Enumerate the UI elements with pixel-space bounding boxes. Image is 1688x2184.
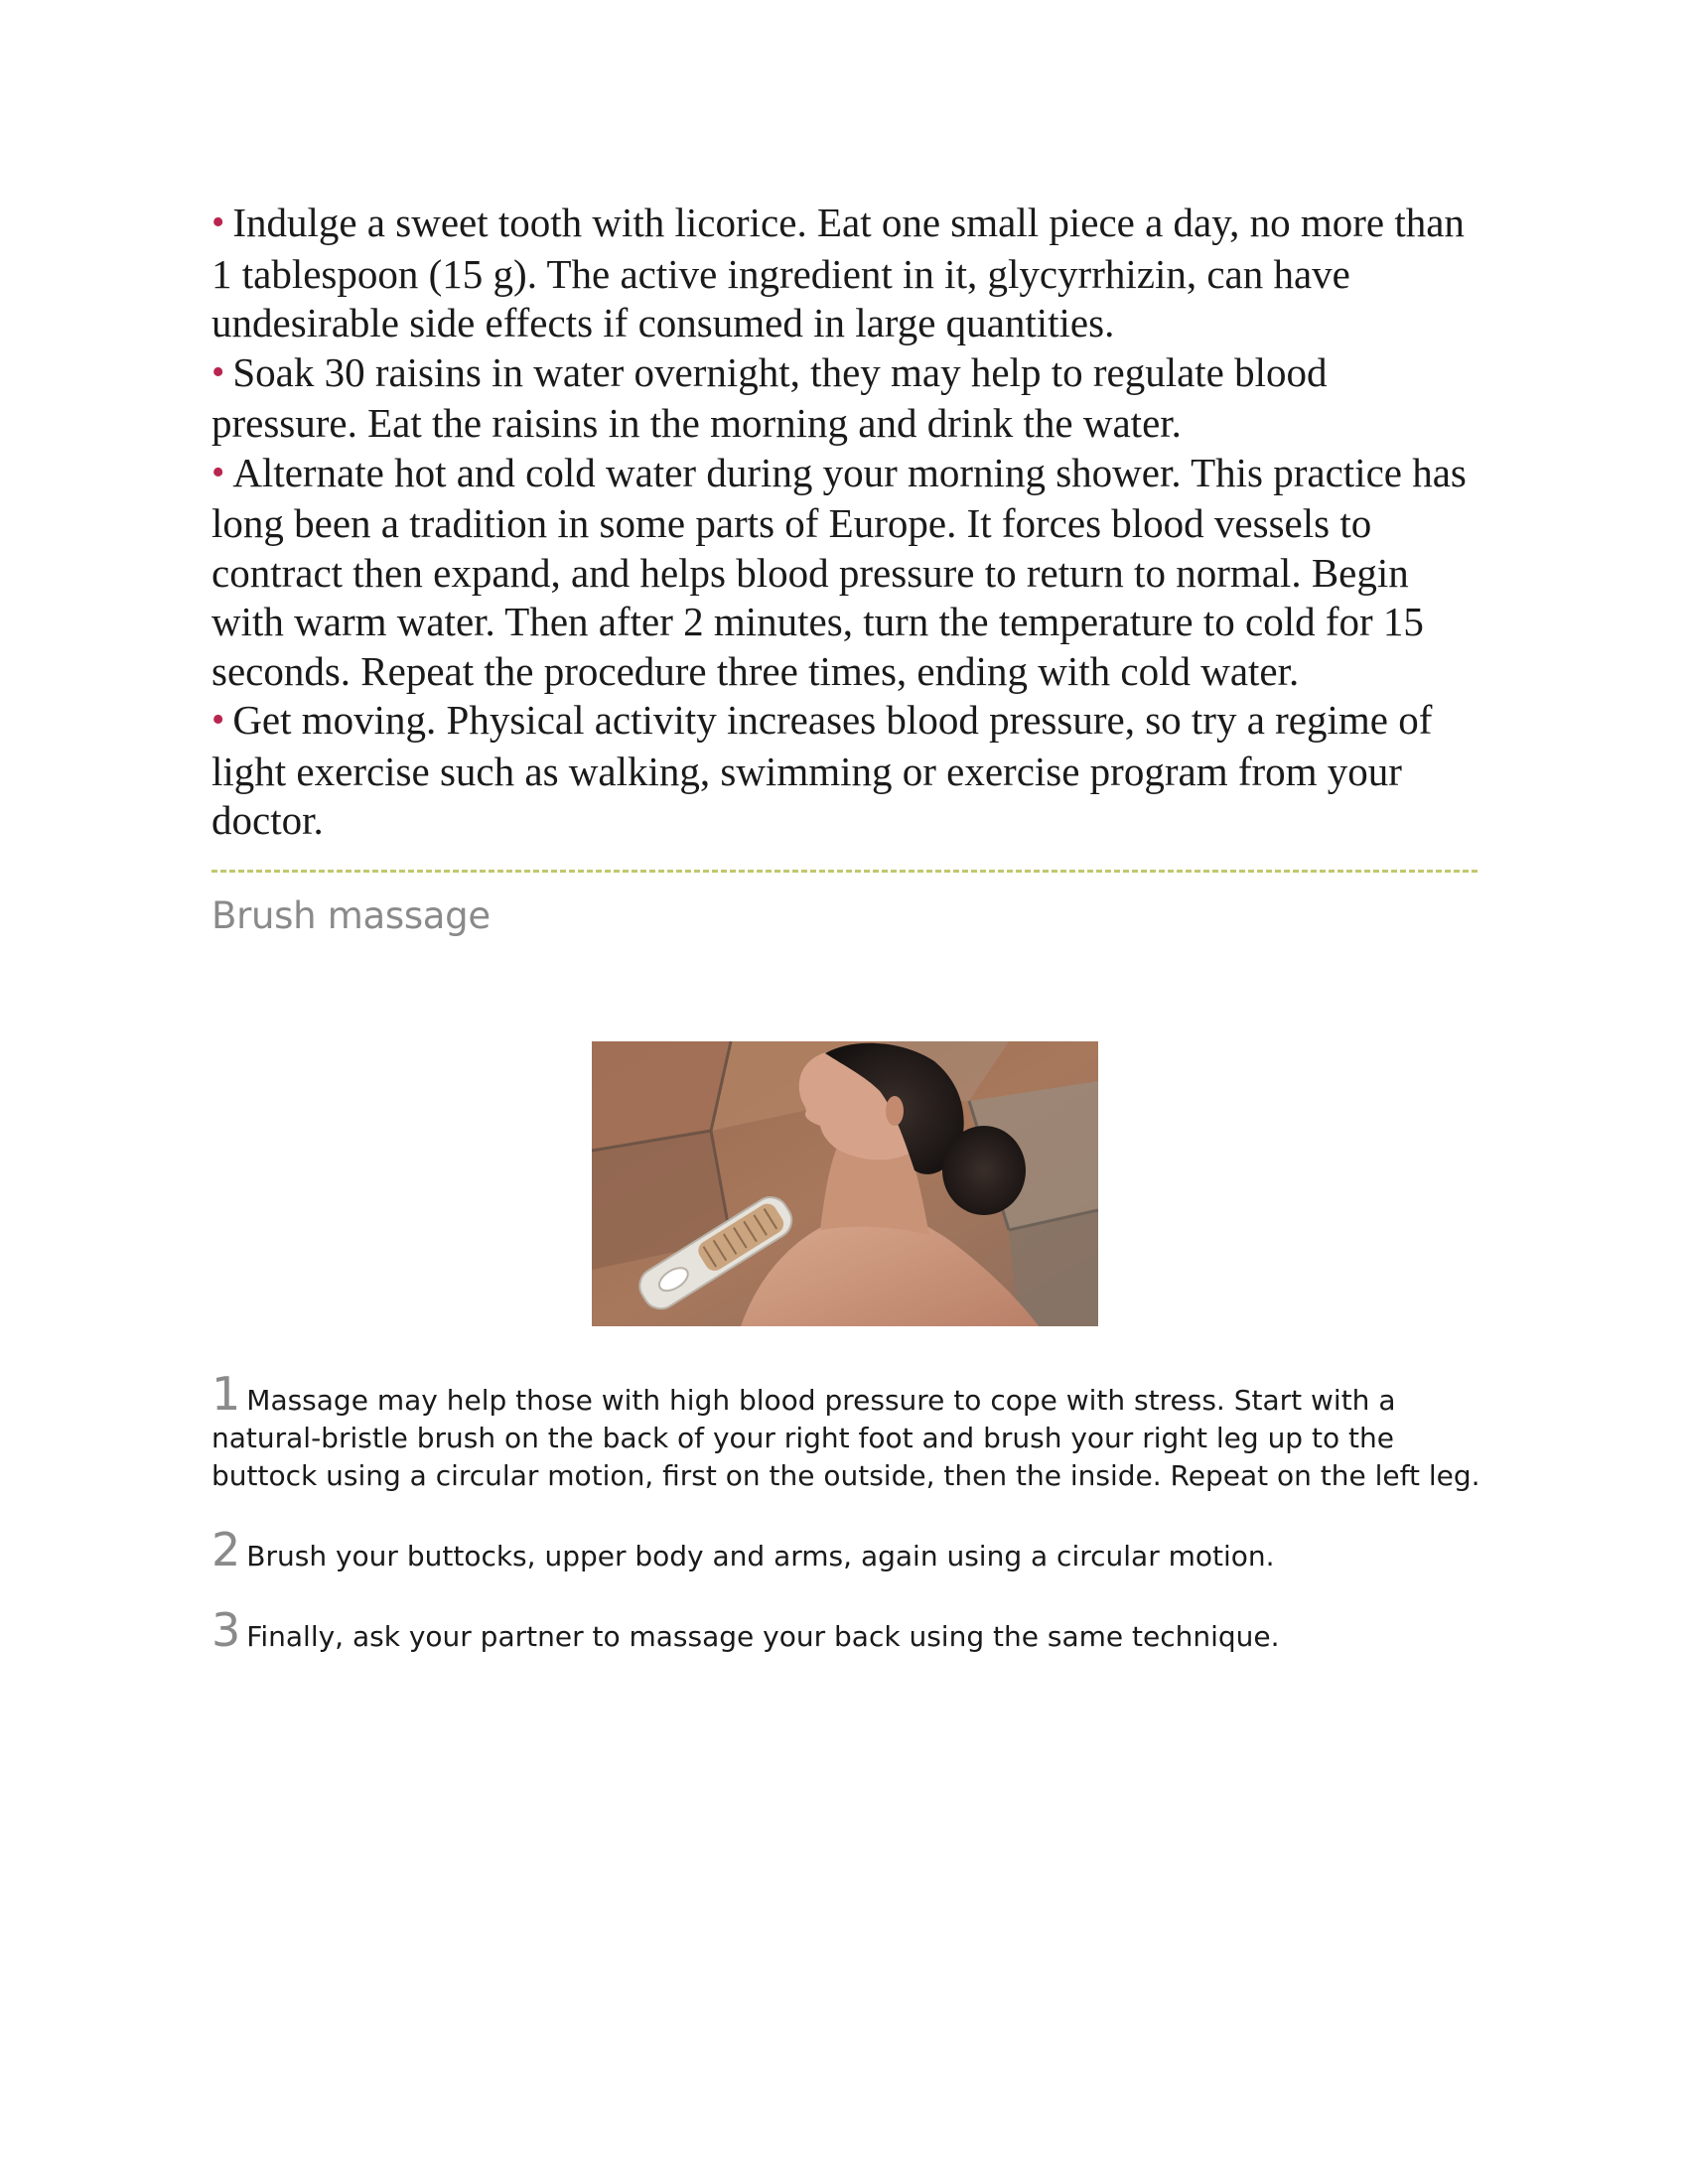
step-item (211, 1367, 1492, 1495)
step-text: Brush your buttocks, upper body and arms, again using a circular motion. (246, 1540, 1275, 1572)
step-item (211, 1523, 1492, 1576)
section-title: Brush massage (211, 893, 491, 937)
tip-item (211, 348, 1482, 449)
tip-item (211, 696, 1482, 846)
step-item (211, 1603, 1492, 1657)
step-number: 1 (211, 1367, 241, 1421)
section-divider (211, 870, 1477, 873)
tips-list (211, 199, 1482, 846)
tip-item (211, 449, 1482, 697)
bullet-icon: • (211, 202, 225, 243)
tip-item (211, 199, 1482, 348)
tip-text: Indulge a sweet tooth with licorice. Eat one small piece a day, no more than 1 tablespoon (15 g). The active ingredient in it, glycyrrhizin, can have undesirable side effects if consumed in large quantities. (211, 200, 1465, 345)
tip-text: Get moving. Physical activity increases blood pressure, so try a regime of light exercise such as walking, swimming or exercise program from your doctor. (211, 697, 1433, 843)
bullet-icon: • (211, 350, 225, 393)
brush-massage-photo (592, 1041, 1098, 1326)
step-number: 2 (211, 1523, 241, 1576)
photo-illustration (592, 1041, 1098, 1326)
bullet-icon: • (211, 699, 225, 741)
step-number: 3 (211, 1603, 241, 1657)
tip-text: Alternate hot and cold water during your morning shower. This practice has long been a tradition in some parts of Europe. It forces blood vessels to contract then expand, and helps blood pressure to return to normal. Begin with warm water. Then after 2 minutes, turn the temperature to cold for 15 seconds. Repeat the procedure three times, ending with cold water. (211, 449, 1467, 694)
page-content (211, 199, 1482, 1657)
tip-text: Soak 30 raisins in water overnight, they may help to regulate blood pressure. Eat the raisins in the morning and drink the water. (211, 348, 1328, 446)
steps-list (211, 1367, 1492, 1692)
bullet-icon: • (211, 451, 225, 493)
step-text: Massage may help those with high blood pressure to cope with stress. Start with a natural-bristle brush on the back of your right foot and brush your right leg up to the buttock using a circular motion, first on the outside, then the inside. Repeat on the left leg. (211, 1384, 1480, 1492)
step-text: Finally, ask your partner to massage your back using the same technique. (246, 1620, 1280, 1653)
